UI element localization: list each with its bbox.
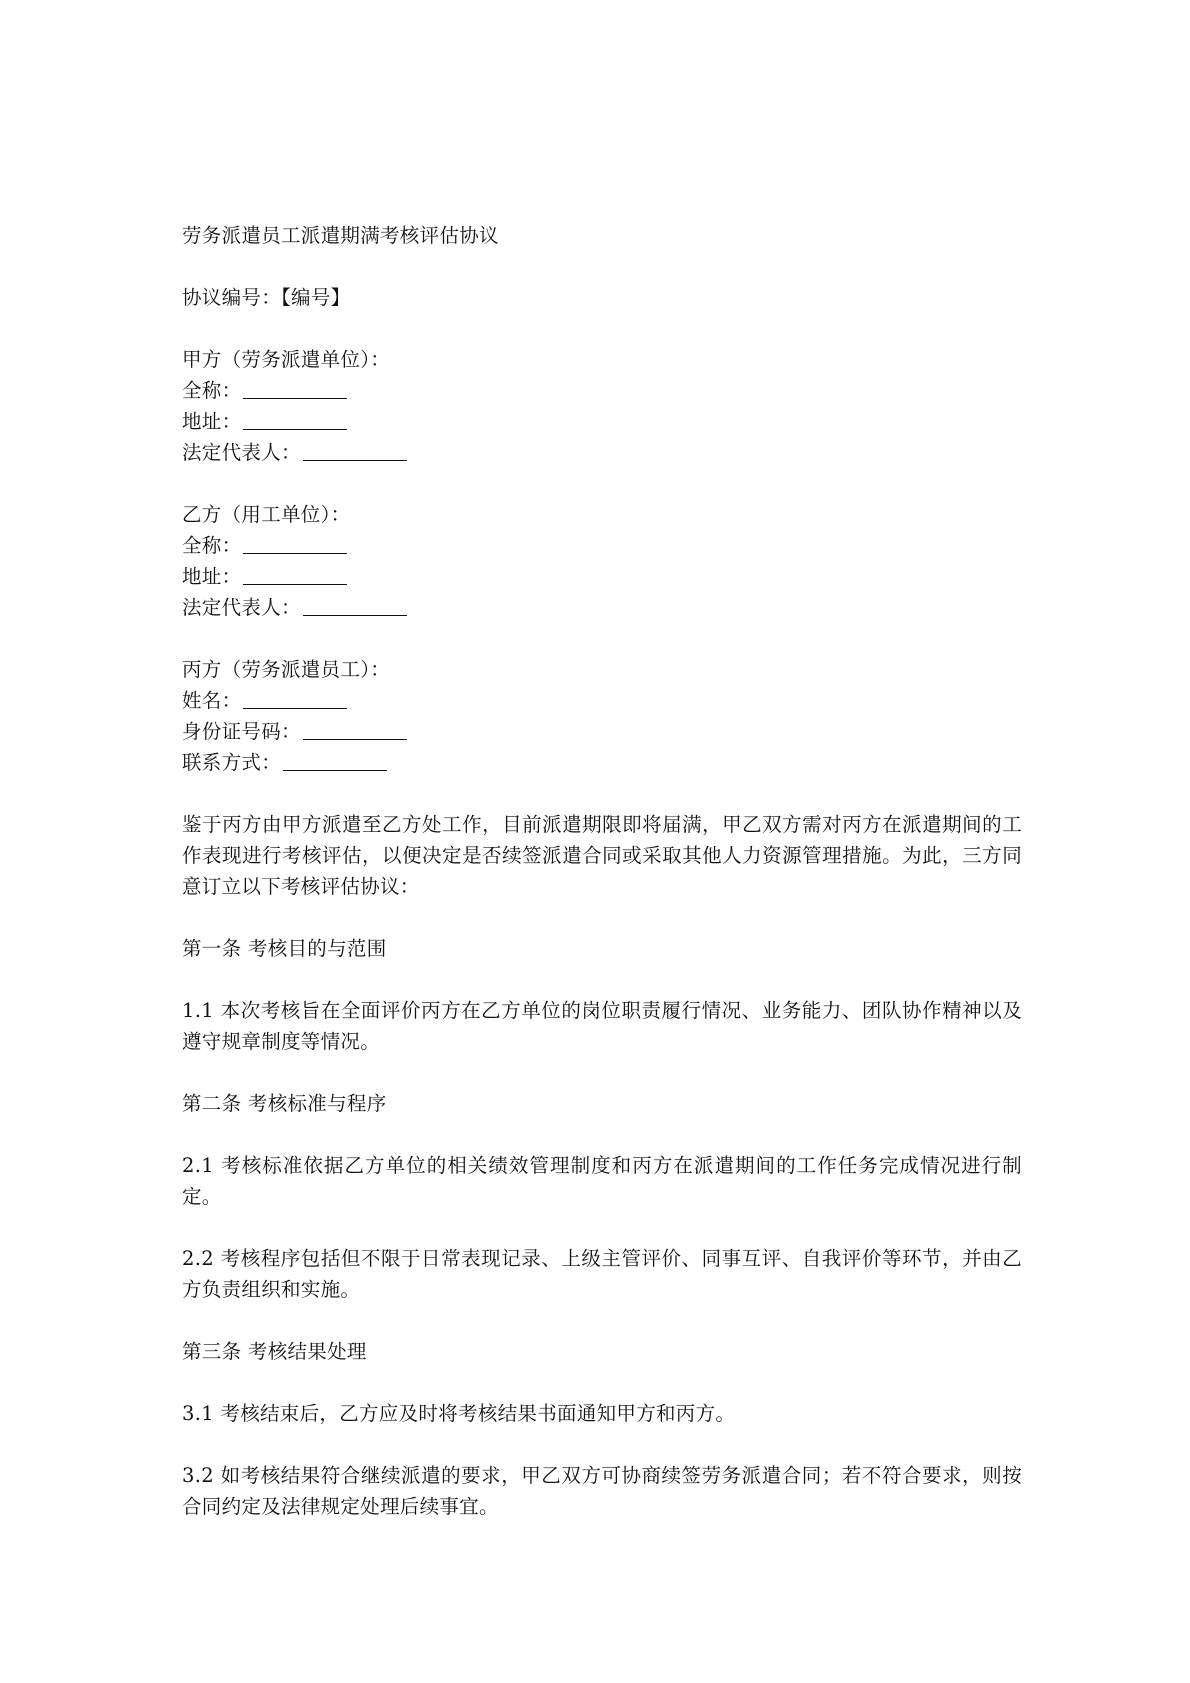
party-b-address-row [182, 561, 1022, 592]
party-c-id-blank [303, 719, 407, 740]
article-3-title: 第三条 考核结果处理 [182, 1340, 367, 1363]
party-c-name-row [182, 685, 1022, 716]
party-c-id-label: 身份证号码： [182, 720, 301, 743]
agreement-number: 协议编号：【编号】 [182, 286, 351, 309]
clause-2-2: 2.2 考核程序包括但不限于日常表现记录、上级主管评价、同事互评、自我评价等环节，并由乙方负责组织和实施。 [182, 1247, 1022, 1301]
clause-1-1: 1.1 本次考核旨在全面评价丙方在乙方单位的岗位职责履行情况、业务能力、团队协作精神以及遵守规章制度等情况。 [182, 999, 1022, 1053]
party-b-address-blank [243, 564, 347, 585]
party-c-contact-row [182, 747, 1022, 778]
party-a-address-blank [243, 409, 347, 430]
party-c-section [182, 654, 1022, 778]
party-b-full-name-row [182, 530, 1022, 561]
party-a-heading: 甲方（劳务派遣单位）： [182, 348, 391, 371]
preamble-paragraph: 鉴于丙方由甲方派遣至乙方处工作，目前派遣期限即将届满，甲乙双方需对丙方在派遣期间的工作表现进行考核评估，以便决定是否续签派遣合同或采取其他人力资源管理措施。为此，三方同意订立以下考核评估协议： [182, 813, 1022, 898]
party-a-full-name-blank [243, 378, 347, 399]
party-c-contact-blank [283, 750, 387, 771]
party-c-contact-label: 联系方式： [182, 751, 282, 774]
party-b-address-label: 地址： [182, 565, 242, 588]
party-a-legal-rep-row [182, 437, 1022, 468]
party-b-legal-rep-label: 法定代表人： [182, 596, 301, 619]
document-title: 劳务派遣员工派遣期满考核评估协议 [182, 224, 499, 247]
clause-2-1: 2.1 考核标准依据乙方单位的相关绩效管理制度和丙方在派遣期间的工作任务完成情况进行制定。 [182, 1154, 1022, 1208]
party-b-section [182, 499, 1022, 623]
party-a-address-label: 地址： [182, 410, 242, 433]
party-a-address-row [182, 406, 1022, 437]
party-a-legal-rep-blank [303, 440, 407, 461]
article-1-title: 第一条 考核目的与范围 [182, 937, 387, 960]
party-c-heading: 丙方（劳务派遣员工）： [182, 658, 391, 681]
party-b-full-name-blank [243, 533, 347, 554]
party-a-legal-rep-label: 法定代表人： [182, 441, 301, 464]
party-b-full-name-label: 全称： [182, 534, 242, 557]
clause-3-1: 3.1 考核结束后，乙方应及时将考核结果书面通知甲方和丙方。 [182, 1402, 736, 1425]
party-a-section [182, 344, 1022, 468]
party-a-full-name-row [182, 375, 1022, 406]
party-c-name-blank [243, 688, 347, 709]
party-a-full-name-label: 全称： [182, 379, 242, 402]
party-c-id-row [182, 716, 1022, 747]
document-page [182, 220, 1022, 1553]
clause-3-2: 3.2 如考核结果符合继续派遣的要求，甲乙双方可协商续签劳务派遣合同；若不符合要求，则按合同约定及法律规定处理后续事宜。 [182, 1464, 1022, 1518]
party-b-legal-rep-blank [303, 595, 407, 616]
party-b-legal-rep-row [182, 592, 1022, 623]
article-2-title: 第二条 考核标准与程序 [182, 1092, 387, 1115]
party-b-heading: 乙方（用工单位）： [182, 503, 351, 526]
party-c-name-label: 姓名： [182, 689, 242, 712]
